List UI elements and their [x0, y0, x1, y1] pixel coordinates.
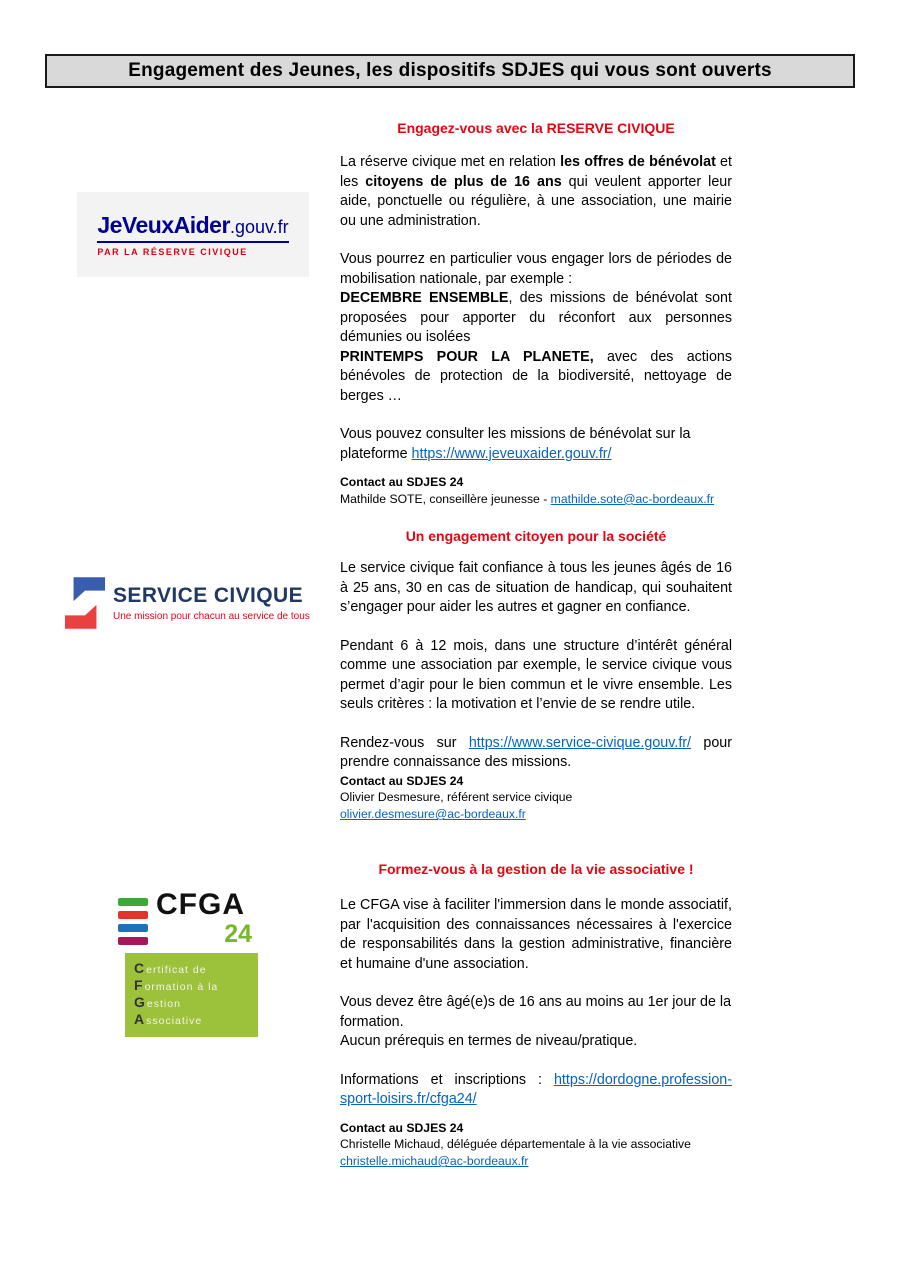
text-run: DECEMBRE ENSEMBLE: [340, 290, 509, 306]
text-run: Informations et inscriptions :: [340, 1071, 554, 1088]
cfga-caption-line: [134, 978, 250, 995]
section-heading-service-civique: Un engagement citoyen pour la société: [405, 528, 667, 544]
cfga-logo-number: 24: [224, 920, 252, 948]
title-banner: [45, 54, 855, 88]
paragraph: [340, 773, 732, 790]
paragraph: [340, 1071, 732, 1110]
text-run: La réserve civique met en relation: [340, 154, 561, 170]
jeveuxaider-logo-wordmark: [97, 212, 288, 239]
paragraph: [340, 789, 732, 806]
cfga-caption-box: [125, 953, 258, 1037]
paragraph: [340, 1153, 732, 1170]
cfga-bar-blue: [118, 924, 148, 932]
section-text-cfga: [340, 896, 732, 1170]
text-run: Vous devez être âgé(e)s de 16 ans au moins au 1er jour de la formation.: [340, 994, 732, 1030]
cfga-caption-rest: ssociative: [146, 1015, 203, 1027]
text-run: , des missions de bénévolat sont proposées pour apporter du réconfort aux personnes démunies ou isolées: [340, 290, 732, 345]
cfga-bar-purple: [118, 937, 148, 945]
paragraph: [340, 896, 732, 974]
text-run: Christelle Michaud, déléguée départementale à la vie associative: [340, 1137, 691, 1152]
text-run: Vous pouvez consulter les missions de bénévolat sur la plateforme: [340, 426, 691, 462]
service-civique-s-mark-icon: [64, 576, 106, 630]
paragraph: [340, 637, 732, 715]
jeveuxaider-logo: [77, 192, 309, 277]
text-run: Contact au SDJES 24: [340, 475, 464, 489]
paragraph: [340, 491, 732, 508]
text-run: citoyens de plus de 16 ans: [365, 173, 562, 190]
text-run: avec des actions bénévoles de protection de la biodiversité, nettoyage de berges …: [340, 348, 733, 404]
hyperlink[interactable]: https://dordogne.profession-sport-loisirs.fr/cfga24/: [340, 1071, 732, 1107]
paragraph: [340, 734, 732, 773]
text-run: Contact au SDJES 24: [340, 1120, 464, 1135]
hyperlink[interactable]: olivier.desmesure@ac-bordeaux.fr: [340, 807, 526, 822]
text-run: pour prendre connaissance des missions.: [340, 734, 732, 770]
hyperlink[interactable]: mathilde.sote@ac-bordeaux.fr: [550, 491, 715, 506]
paragraph: [340, 425, 732, 464]
text-run: Pendant 6 à 12 mois, dans une structure d’intérêt général comme une association par exemple, le service civique vous permet d’agir pour le bien commun et le vivre ensemble. Les seuls critères : la motivation et l’envie de se rendre utile.: [340, 637, 732, 712]
page-title: Engagement des Jeunes, les dispositifs SDJES qui vous sont ouverts: [128, 60, 772, 81]
cfga-bars-icon: [118, 898, 148, 947]
cfga-caption-rest: estion: [146, 998, 181, 1010]
paragraph: [340, 993, 732, 1032]
text-run: Le service civique fait confiance à tous les jeunes âgés de 16 à 25 ans, 30 en cas de situation de handicap, qui souhaitent s’engager pour aider les autres et gagner en confiance.: [340, 560, 732, 615]
cfga-caption-initial: A: [134, 1011, 146, 1027]
cfga-caption-line: [134, 995, 250, 1012]
service-civique-logo-title: SERVICE CIVIQUE: [113, 584, 303, 607]
cfga-caption-rest: ormation à la: [144, 981, 219, 993]
hyperlink[interactable]: christelle.michaud@ac-bordeaux.fr: [340, 1154, 529, 1169]
cfga-logo: [118, 889, 258, 1037]
cfga-bar-green: [118, 898, 148, 906]
cfga-caption-initial: F: [134, 977, 144, 993]
cfga-caption-initial: C: [134, 960, 146, 976]
text-run: Contact au SDJES 24: [340, 773, 464, 788]
jeveuxaider-logo-subtitle: PAR LA RÉSERVE CIVIQUE: [97, 247, 248, 257]
section-text-reserve-civique: [340, 153, 732, 508]
cfga-caption-initial: G: [134, 994, 146, 1010]
cfga-caption-line: [134, 1012, 250, 1029]
section-heading-reserve-civique: Engagez-vous avec la RESERVE CIVIQUE: [397, 120, 675, 136]
cfga-logo-top: [118, 889, 258, 947]
text-run: Vous pourrez en particulier vous engager lors de périodes de mobilisation nationale, par exemple :: [340, 251, 732, 287]
cfga-logo-title: CFGA: [156, 888, 245, 921]
text-run: Le CFGA vise à faciliter l'immersion dans le monde associatif, par l'acquisition des connaissances nécessaires à l'exercice de responsabilités dans la gestion administrative, financière et humaine d'une association.: [340, 897, 732, 972]
cfga-caption-line: [134, 961, 250, 978]
paragraph: [340, 559, 732, 618]
service-civique-logo: [64, 564, 322, 642]
jeveuxaider-logo-main-text: JeVeuxAider: [97, 212, 230, 238]
section-heading-cfga: Formez-vous à la gestion de la vie associative !: [378, 861, 694, 877]
service-civique-logo-tagline: Une mission pour chacun au service de tous: [113, 611, 310, 622]
text-run: PRINTEMPS POUR LA PLANETE,: [340, 348, 594, 365]
jeveuxaider-logo-suffix-text: .gouv.fr: [229, 217, 289, 237]
paragraph: [340, 474, 732, 491]
text-run: les offres de bénévolat: [560, 154, 716, 170]
paragraph: [340, 1136, 732, 1153]
text-run: Aucun prérequis en termes de niveau/pratique.: [340, 1033, 638, 1049]
paragraph: [340, 1120, 732, 1137]
paragraph: [340, 153, 732, 231]
cfga-caption-rest: ertificat de: [146, 964, 207, 976]
service-civique-logo-text: [113, 584, 310, 622]
paragraph: [340, 250, 732, 289]
text-run: Olivier Desmesure, référent service civique: [340, 790, 573, 805]
jeveuxaider-logo-inner: [97, 212, 288, 257]
paragraph: [340, 806, 732, 823]
text-run: et les: [340, 154, 732, 190]
hyperlink[interactable]: https://www.service-civique.gouv.fr/: [468, 734, 692, 751]
cfga-logo-title-column: [156, 889, 258, 947]
text-run: qui veulent apporter leur aide, ponctuelle ou régulière, à une association, une mairie ou une administration.: [340, 173, 732, 229]
paragraph: [340, 348, 732, 407]
text-run: Mathilde SOTE, conseillère jeunesse -: [340, 491, 551, 506]
hyperlink[interactable]: https://www.jeveuxaider.gouv.fr/: [411, 445, 612, 462]
text-run: Rendez-vous sur: [340, 734, 469, 751]
section-text-service-civique: [340, 559, 732, 823]
paragraph: [340, 289, 732, 348]
cfga-bar-red: [118, 911, 148, 919]
jeveuxaider-logo-rule: [97, 241, 288, 243]
paragraph: [340, 1032, 732, 1052]
